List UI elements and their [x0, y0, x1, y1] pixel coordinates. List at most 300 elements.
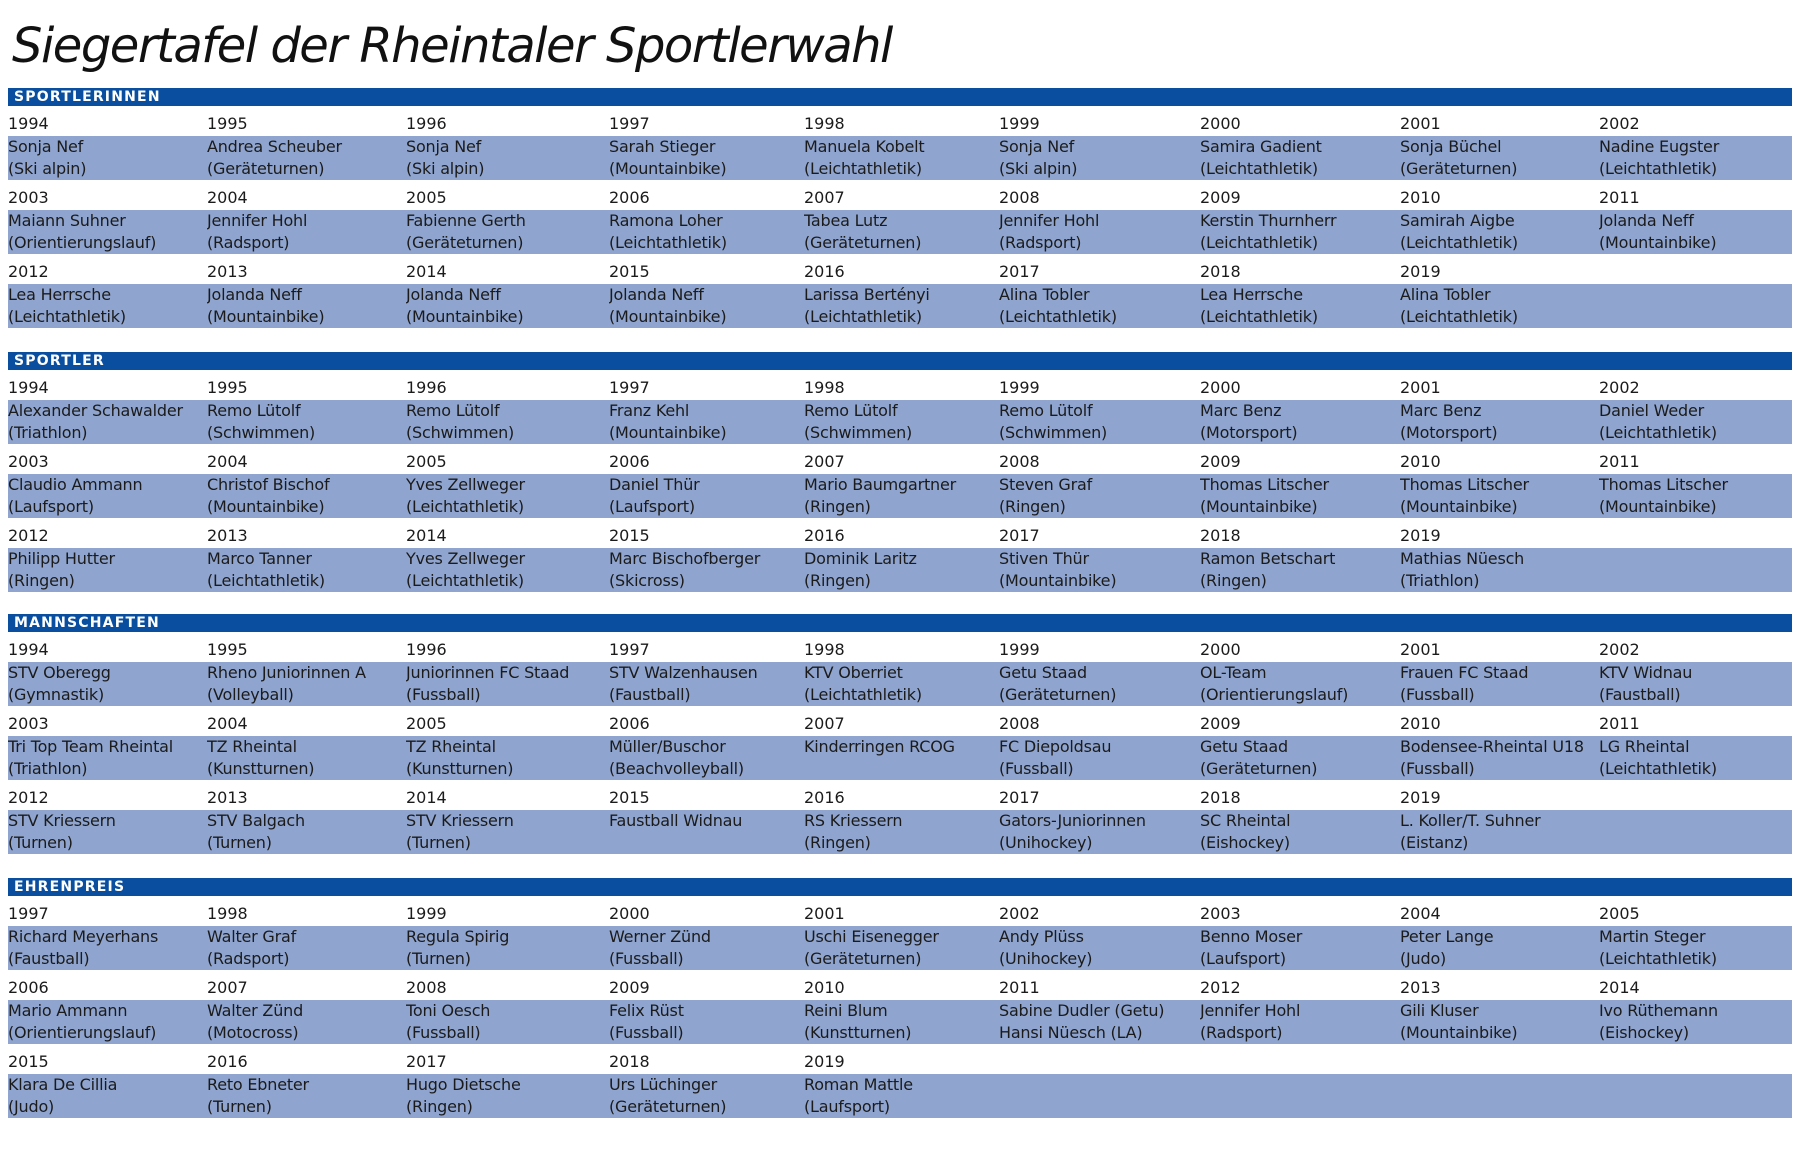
winner-cell [406, 1074, 609, 1118]
row-group [8, 970, 1792, 1044]
winner-cell [1200, 1000, 1400, 1044]
winner-sport: (Eishockey) [1599, 1023, 1689, 1042]
year-label: 2010 [1400, 189, 1441, 207]
year-row [8, 180, 1792, 210]
winner-name: Stiven Thür [999, 549, 1089, 568]
winner-sport: (Fussball) [1400, 759, 1475, 778]
winner-cell [1599, 1000, 1792, 1044]
winner-sport: (Geräteturnen) [999, 685, 1117, 704]
winner-sport: (Kunstturnen) [207, 759, 315, 778]
winner-cell [609, 810, 804, 854]
winner-sport: (Geräteturnen) [1400, 159, 1518, 178]
year-label: 2010 [1400, 453, 1441, 471]
year-label: 1996 [406, 379, 447, 397]
winner-cell [1400, 210, 1599, 254]
year-label: 2004 [207, 453, 248, 471]
winner-cell [1200, 284, 1400, 328]
winner-sport: (Mountainbike) [1400, 497, 1518, 516]
year-label: 2012 [8, 789, 49, 807]
winner-cell [609, 548, 804, 592]
year-label: 2003 [1200, 905, 1241, 923]
winner-cell [804, 736, 999, 780]
winner-cell [1599, 474, 1792, 518]
year-label: 2008 [999, 453, 1040, 471]
winner-name [1599, 810, 1792, 832]
winner-sport: (Judo) [1400, 949, 1447, 968]
winner-cell [804, 284, 999, 328]
winner-sport: (Fussball) [609, 949, 684, 968]
winner-name: Marc Benz [1400, 401, 1482, 420]
winner-sport: (Leichtathletik) [999, 307, 1117, 326]
winner-row [8, 736, 1792, 780]
winner-cell [207, 548, 406, 592]
winner-cell [406, 736, 609, 780]
winner-cell [406, 810, 609, 854]
year-label: 2013 [1400, 979, 1441, 997]
winner-cell [8, 926, 207, 970]
winner-name: Reto Ebneter [207, 1075, 309, 1094]
winner-cell [1599, 284, 1792, 328]
winner-name: Andy Plüss [999, 927, 1084, 946]
winner-name: Mario Ammann [8, 1001, 128, 1020]
winner-cell [609, 400, 804, 444]
winner-cell [8, 810, 207, 854]
row-group [8, 180, 1792, 254]
winner-name: TZ Rheintal [406, 737, 496, 756]
year-label: 2012 [8, 263, 49, 281]
winner-name: STV Kriessern [406, 811, 514, 830]
winner-cell [406, 136, 609, 180]
winner-name: Alina Tobler [1400, 285, 1491, 304]
winner-cell [8, 1074, 207, 1118]
winner-name: Kerstin Thurnherr [1200, 211, 1337, 230]
winner-cell [609, 1074, 804, 1118]
winner-name: OL-Team [1200, 663, 1267, 682]
winner-name: Tabea Lutz [804, 211, 888, 230]
winner-cell [8, 210, 207, 254]
winner-sport: (Triathlon) [8, 759, 88, 778]
winner-sport: (Unihockey) [999, 833, 1093, 852]
winner-sport: (Leichtathletik) [1599, 423, 1717, 442]
winner-sport: (Schwimmen) [406, 423, 515, 442]
winner-sport: (Triathlon) [8, 423, 88, 442]
winner-cell [207, 400, 406, 444]
winner-name: Ramona Loher [609, 211, 723, 230]
winner-cell [999, 400, 1200, 444]
year-label: 2000 [1200, 379, 1241, 397]
winner-name: RS Kriessern [804, 811, 903, 830]
winner-cell [999, 662, 1200, 706]
winner-name: Jennifer Hohl [999, 211, 1100, 230]
winner-sport: (Fussball) [1400, 685, 1475, 704]
year-row [8, 106, 1792, 136]
winner-cell [804, 474, 999, 518]
winner-cell [804, 400, 999, 444]
winner-sport: (Fussball) [609, 1023, 684, 1042]
year-label: 2002 [999, 905, 1040, 923]
winner-sport: (Laufsport) [8, 497, 94, 516]
winner-cell [1200, 1074, 1400, 1118]
year-label: 2015 [609, 263, 650, 281]
winner-cell [406, 926, 609, 970]
row-group [8, 632, 1792, 706]
year-label: 1996 [406, 115, 447, 133]
year-label: 2002 [1599, 379, 1640, 397]
winner-name: Daniel Weder [1599, 401, 1704, 420]
winner-cell [609, 210, 804, 254]
winner-cell [804, 548, 999, 592]
year-label: 1995 [207, 115, 248, 133]
winner-name [1599, 1074, 1792, 1096]
winner-cell [207, 474, 406, 518]
winner-name: Daniel Thür [609, 475, 700, 494]
year-label: 2003 [8, 715, 49, 733]
year-label: 2016 [804, 789, 845, 807]
winner-sport: (Ringen) [406, 1097, 473, 1116]
year-row [8, 706, 1792, 736]
section-header: SPORTLER [8, 352, 1792, 370]
winner-sport: (Mountainbike) [1599, 233, 1717, 252]
winner-sport: (Mountainbike) [1599, 497, 1717, 516]
winner-name: Werner Zünd [609, 927, 711, 946]
year-label: 1999 [406, 905, 447, 923]
winner-row [8, 1000, 1792, 1044]
year-label: 2008 [406, 979, 447, 997]
winner-sport: (Leichtathletik) [804, 159, 922, 178]
winner-sport: (Eishockey) [1200, 833, 1290, 852]
year-label: 2015 [609, 527, 650, 545]
winner-cell [8, 662, 207, 706]
winner-name: Getu Staad [999, 663, 1087, 682]
winner-name: Reini Blum [804, 1001, 888, 1020]
winner-name: L. Koller/T. Suhner [1400, 811, 1541, 830]
winner-sport: (Mountainbike) [999, 571, 1117, 590]
year-row [8, 970, 1792, 1000]
year-row [8, 370, 1792, 400]
winner-sport: (Ringen) [999, 497, 1066, 516]
year-label: 2002 [1599, 115, 1640, 133]
winner-sport: (Triathlon) [1400, 571, 1480, 590]
winner-sport: (Schwimmen) [999, 423, 1108, 442]
winner-cell [1400, 474, 1599, 518]
winner-sport: (Leichtathletik) [1599, 159, 1717, 178]
winner-sport: (Motorsport) [1400, 423, 1498, 442]
year-label: 2016 [804, 263, 845, 281]
winner-cell [207, 284, 406, 328]
winner-cell [609, 284, 804, 328]
winner-name: Getu Staad [1200, 737, 1288, 756]
winner-name: Yves Zellweger [406, 475, 525, 494]
winner-name: LG Rheintal [1599, 737, 1690, 756]
winner-name: KTV Widnau [1599, 663, 1693, 682]
winner-name: Remo Lütolf [207, 401, 301, 420]
winner-name: FC Diepoldsau [999, 737, 1112, 756]
winner-sport [1400, 1096, 1599, 1118]
year-label: 2013 [207, 789, 248, 807]
winner-name: Walter Zünd [207, 1001, 304, 1020]
year-label: 2018 [1200, 263, 1241, 281]
year-label: 2006 [609, 453, 650, 471]
row-group [8, 370, 1792, 444]
winner-name: Juniorinnen FC Staad [406, 663, 570, 682]
year-label: 2009 [1200, 189, 1241, 207]
winner-row [8, 136, 1792, 180]
winner-cell [406, 1000, 609, 1044]
year-label: 1998 [804, 641, 845, 659]
winner-cell [1599, 810, 1792, 854]
winner-name: Faustball Widnau [609, 811, 743, 830]
year-label: 2014 [406, 789, 447, 807]
year-label: 2014 [406, 527, 447, 545]
winner-cell [1200, 548, 1400, 592]
winner-sport: (Leichtathletik) [207, 571, 325, 590]
year-label: 2013 [207, 263, 248, 281]
winner-sport: (Geräteturnen) [1200, 759, 1318, 778]
winner-name: Mathias Nüesch [1400, 549, 1525, 568]
year-row [8, 254, 1792, 284]
winner-name: Jolanda Neff [406, 285, 501, 304]
winner-sport: (Beachvolleyball) [609, 759, 744, 778]
winner-sport: (Mountainbike) [609, 423, 727, 442]
winner-name: Samirah Aigbe [1400, 211, 1515, 230]
year-label: 1999 [999, 641, 1040, 659]
winner-sport [1599, 306, 1792, 328]
year-label: 2019 [804, 1053, 845, 1071]
winner-name: Toni Oesch [406, 1001, 491, 1020]
winner-cell [406, 210, 609, 254]
year-label: 2017 [999, 263, 1040, 281]
winner-sport: (Laufsport) [609, 497, 695, 516]
winner-name: Lea Herrsche [1200, 285, 1303, 304]
winner-sport: (Eistanz) [1400, 833, 1469, 852]
year-label: 2010 [1400, 715, 1441, 733]
winner-name: Kinderringen RCOG [804, 737, 955, 756]
winner-sport: (Mountainbike) [1200, 497, 1318, 516]
year-row [8, 444, 1792, 474]
winner-cell [609, 736, 804, 780]
row-group [8, 1044, 1792, 1118]
winner-cell [609, 474, 804, 518]
winner-cell [1400, 1074, 1599, 1118]
section-mannschaften [8, 614, 1792, 854]
winner-name: Tri Top Team Rheintal [8, 737, 174, 756]
winner-sport [1599, 1096, 1792, 1118]
page-title: Siegertafel der Rheintaler Sportlerwahl [12, 18, 892, 74]
winner-cell [1400, 284, 1599, 328]
year-label: 2008 [999, 189, 1040, 207]
row-group [8, 706, 1792, 780]
winner-row [8, 810, 1792, 854]
winner-cell [804, 1074, 999, 1118]
year-row [8, 518, 1792, 548]
winner-cell [8, 1000, 207, 1044]
winner-sport: (Mountainbike) [609, 307, 727, 326]
winner-cell [1400, 400, 1599, 444]
winner-sport: (Motorsport) [1200, 423, 1298, 442]
section-ehrenpreis [8, 878, 1792, 1118]
year-label: 1997 [609, 115, 650, 133]
winner-name: Jolanda Neff [1599, 211, 1694, 230]
winner-name: SC Rheintal [1200, 811, 1291, 830]
winner-name: Remo Lütolf [406, 401, 500, 420]
winner-name: Müller/Buschor [609, 737, 726, 756]
year-label: 1998 [804, 115, 845, 133]
winner-sport: (Unihockey) [999, 949, 1093, 968]
row-group [8, 518, 1792, 592]
winner-name [999, 1074, 1200, 1096]
winner-sport: (Faustball) [1599, 685, 1681, 704]
winner-name: Gators-Juniorinnen [999, 811, 1146, 830]
year-label: 2016 [207, 1053, 248, 1071]
winner-sport: (Schwimmen) [207, 423, 316, 442]
winner-name: STV Oberegg [8, 663, 111, 682]
winner-name: Sonja Büchel [1400, 137, 1502, 156]
winner-sport: (Motocross) [207, 1023, 299, 1042]
year-label: 2010 [804, 979, 845, 997]
winner-sport: (Leichtathletik) [1599, 949, 1717, 968]
winner-sport: (Ringen) [1200, 571, 1267, 590]
section-header: SPORTLERINNEN [8, 88, 1792, 106]
winner-name: Thomas Litscher [1599, 475, 1728, 494]
section-header: EHRENPREIS [8, 878, 1792, 896]
winner-name: Fabienne Gerth [406, 211, 526, 230]
year-label: 2005 [406, 715, 447, 733]
winner-cell [207, 810, 406, 854]
year-label: 2000 [1200, 115, 1241, 133]
winner-name: TZ Rheintal [207, 737, 297, 756]
winner-sport [609, 832, 804, 854]
year-label: 1999 [999, 115, 1040, 133]
winner-cell [1200, 926, 1400, 970]
winner-name: Andrea Scheuber [207, 137, 342, 156]
winner-sport: (Ski alpin) [999, 159, 1078, 178]
winner-cell [406, 548, 609, 592]
section-sportler [8, 352, 1792, 592]
year-label: 2016 [804, 527, 845, 545]
year-label: 2005 [406, 453, 447, 471]
winner-sport: (Laufsport) [1200, 949, 1286, 968]
winner-name: Regula Spirig [406, 927, 510, 946]
winner-cell [207, 1000, 406, 1044]
winner-name [1200, 1074, 1400, 1096]
year-row [8, 896, 1792, 926]
winner-row [8, 548, 1792, 592]
winner-sport: (Ski alpin) [406, 159, 485, 178]
winner-cell [8, 284, 207, 328]
year-label: 2018 [1200, 527, 1241, 545]
winner-name [1599, 284, 1792, 306]
winner-cell [999, 810, 1200, 854]
winner-cell [406, 400, 609, 444]
winner-name: Marco Tanner [207, 549, 312, 568]
winner-name: Ramon Betschart [1200, 549, 1336, 568]
winner-name: Urs Lüchinger [609, 1075, 717, 1094]
year-label: 2005 [1599, 905, 1640, 923]
year-label: 2011 [1599, 189, 1640, 207]
winner-sport: (Turnen) [406, 949, 471, 968]
year-label: 2012 [1200, 979, 1241, 997]
winner-name: Remo Lütolf [804, 401, 898, 420]
year-label: 2007 [804, 189, 845, 207]
winner-name: Richard Meyerhans [8, 927, 159, 946]
winner-cell [406, 284, 609, 328]
winner-name: Alina Tobler [999, 285, 1090, 304]
winner-name: Thomas Litscher [1200, 475, 1329, 494]
winner-cell [1200, 210, 1400, 254]
winner-name: Gili Kluser [1400, 1001, 1479, 1020]
winner-sport: (Faustball) [8, 949, 90, 968]
winner-cell [207, 662, 406, 706]
winner-name: Remo Lütolf [999, 401, 1093, 420]
winner-name: Maiann Suhner [8, 211, 126, 230]
winner-sport: (Geräteturnen) [609, 1097, 727, 1116]
year-label: 2011 [1599, 715, 1640, 733]
winner-cell [8, 548, 207, 592]
winner-sport: (Leichtathletik) [8, 307, 126, 326]
winner-cell [1200, 810, 1400, 854]
winner-sport: (Geräteturnen) [804, 233, 922, 252]
winner-cell [1599, 210, 1792, 254]
winner-sport: (Leichtathletik) [406, 497, 524, 516]
winner-cell [1599, 926, 1792, 970]
winner-cell [1200, 662, 1400, 706]
winner-cell [1200, 736, 1400, 780]
year-label: 2005 [406, 189, 447, 207]
year-label: 2012 [8, 527, 49, 545]
winner-cell [999, 210, 1200, 254]
winner-row [8, 662, 1792, 706]
winner-sport: (Mountainbike) [207, 497, 325, 516]
year-label: 1999 [999, 379, 1040, 397]
year-label: 1997 [8, 905, 49, 923]
winner-name: Dominik Laritz [804, 549, 917, 568]
winner-sport [1599, 832, 1792, 854]
winner-name: Jennifer Hohl [207, 211, 308, 230]
winner-cell [999, 1074, 1200, 1118]
winner-sport: (Leichtathletik) [1200, 307, 1318, 326]
year-label: 1994 [8, 379, 49, 397]
winner-name: Frauen FC Staad [1400, 663, 1529, 682]
winner-cell [804, 1000, 999, 1044]
winner-sport: (Orientierungslauf) [1200, 685, 1349, 704]
year-label: 2011 [999, 979, 1040, 997]
year-label: 1994 [8, 115, 49, 133]
winner-cell [999, 284, 1200, 328]
year-label: 2007 [207, 979, 248, 997]
winner-sport: (Leichtathletik) [1400, 233, 1518, 252]
winner-sport [1200, 1096, 1400, 1118]
winner-cell [999, 136, 1200, 180]
winner-cell [999, 548, 1200, 592]
winner-sport: (Leichtathletik) [1200, 233, 1318, 252]
winner-sport: (Fussball) [406, 685, 481, 704]
year-label: 1997 [609, 641, 650, 659]
winner-name: Steven Graf [999, 475, 1093, 494]
winner-name: Claudio Ammann [8, 475, 143, 494]
year-label: 2001 [1400, 641, 1441, 659]
year-label: 2009 [1200, 715, 1241, 733]
winner-cell [1599, 662, 1792, 706]
year-label: 2013 [207, 527, 248, 545]
winner-name: Benno Moser [1200, 927, 1303, 946]
winner-name: Klara De Cillia [8, 1075, 118, 1094]
winner-sport: (Leichtathletik) [804, 307, 922, 326]
winner-sport: (Leichtathletik) [1400, 307, 1518, 326]
winner-name: Sabine Dudler (Getu) [999, 1001, 1165, 1020]
winner-row [8, 474, 1792, 518]
year-label: 2006 [609, 715, 650, 733]
winner-sport: (Leichtathletik) [609, 233, 727, 252]
